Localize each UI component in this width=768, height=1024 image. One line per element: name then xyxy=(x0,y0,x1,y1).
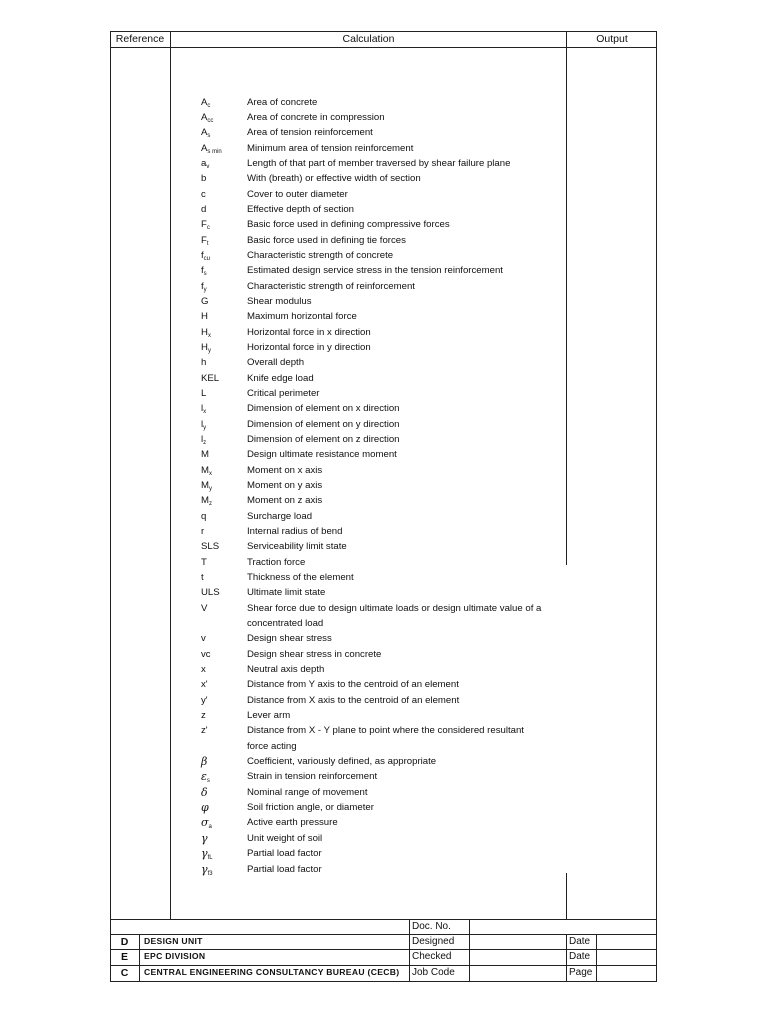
notation-definition: Partial load factor xyxy=(247,848,322,860)
notation-symbol xyxy=(201,570,247,585)
notation-definition: Characteristic strength of concrete xyxy=(247,249,394,261)
symbol-subscript: c xyxy=(207,102,211,109)
date-label-2: Date xyxy=(569,951,591,962)
notation-symbol xyxy=(201,371,247,386)
symbol-subscript: x xyxy=(207,332,211,339)
symbol-text: A xyxy=(201,142,208,154)
notation-symbol xyxy=(201,647,247,662)
symbol-subscript: y xyxy=(209,486,212,492)
notation-symbol xyxy=(201,708,247,723)
notation-symbol xyxy=(201,693,247,708)
symbol-subscript: cc xyxy=(207,117,214,124)
symbol-text: vc xyxy=(201,648,211,660)
job-code-label: Job Code xyxy=(412,967,455,978)
notation-definition: Area of tension reinforcement xyxy=(247,127,373,139)
output-header: Output xyxy=(596,33,628,45)
notation-definition: Characteristic strength of reinforcement xyxy=(247,280,415,292)
symbol-text: x xyxy=(201,664,206,676)
notation-definition: Basic force used in defining tie forces xyxy=(247,234,406,246)
output-column-divider-lower xyxy=(566,873,567,919)
symbol-text: H xyxy=(201,326,208,338)
notation-symbol xyxy=(201,677,247,692)
notation-definition: Minimum area of tension reinforcement xyxy=(247,142,414,154)
notation-definition: Horizontal force in x direction xyxy=(247,326,371,338)
notation-symbol xyxy=(201,509,247,524)
notation-symbol xyxy=(201,631,247,646)
dec-letter-e: E xyxy=(120,951,128,963)
symbol-text: y' xyxy=(201,694,208,706)
dec-letter-d: D xyxy=(120,936,129,948)
notation-definition: Basic force used in defining compressive forces xyxy=(247,219,450,231)
designed-label: Designed xyxy=(412,936,455,947)
notation-symbol xyxy=(201,386,247,401)
notation-definition: Serviceability limit state xyxy=(247,541,347,553)
date-value-divider xyxy=(596,934,597,982)
notation-definition: Horizontal force in y direction xyxy=(247,341,371,353)
symbol-text: a xyxy=(201,157,207,169)
notation-definition: Lever arm xyxy=(247,710,291,722)
symbol-text: h xyxy=(201,357,207,369)
border-bottom xyxy=(110,981,657,982)
doc-divider xyxy=(409,919,410,982)
symbol-text: l xyxy=(201,433,204,445)
symbol-text: H xyxy=(201,341,208,353)
dec-divider xyxy=(139,934,140,982)
symbol-subscript: x xyxy=(203,409,207,416)
greek-symbol: β xyxy=(201,755,208,769)
notation-definition: Moment on x axis xyxy=(247,464,323,476)
symbol-subscript: x xyxy=(209,470,212,477)
notation-definition: Coefficient, variously defined, as appropriate xyxy=(247,756,437,768)
notation-definition: Length of that part of member traversed by shear failure plane xyxy=(247,157,511,169)
notation-definition: Shear force due to design ultimate loads or design ultimate value of a xyxy=(247,602,542,614)
notation-definition: Area of concrete in compression xyxy=(247,111,385,123)
notation-symbol xyxy=(201,754,247,770)
notation-definition: Estimated design service stress in the tension reinforcement xyxy=(247,265,503,277)
symbol-subscript: z xyxy=(209,501,212,508)
header-divider xyxy=(110,47,657,48)
design-unit-label: DESIGN UNIT xyxy=(144,936,203,946)
notation-definition: Soil friction angle, or diameter xyxy=(247,802,374,814)
notation-symbol xyxy=(201,202,247,217)
symbol-text: r xyxy=(201,526,205,538)
symbol-subscript: fL xyxy=(207,855,213,862)
symbol-text: A xyxy=(201,96,208,108)
notation-definition: Cover to outer diameter xyxy=(247,188,348,200)
symbol-text: M xyxy=(201,480,209,491)
notation-definition: force acting xyxy=(247,740,297,752)
symbol-subscript: f3 xyxy=(207,870,213,877)
greek-symbol: γ xyxy=(201,831,208,845)
notation-definition: Dimension of element on z direction xyxy=(247,433,400,445)
notation-definition: Nominal range of movement xyxy=(247,786,368,798)
doc-no-label: Doc. No. xyxy=(412,921,451,932)
symbol-text: SLS xyxy=(201,541,220,553)
notation-symbol xyxy=(201,524,247,539)
symbol-text: c xyxy=(201,188,206,200)
greek-symbol: φ xyxy=(201,801,209,815)
notation-definition: Overall depth xyxy=(247,357,305,369)
symbol-text: q xyxy=(201,510,207,522)
symbol-text: l xyxy=(201,403,204,415)
symbol-subscript: a xyxy=(208,824,212,831)
greek-symbol: ε xyxy=(201,770,207,784)
symbol-text: x' xyxy=(201,679,208,691)
notation-definition: Distance from Y axis to the centroid of an element xyxy=(247,679,459,691)
greek-symbol: γ xyxy=(201,847,208,861)
notation-symbol xyxy=(201,187,247,202)
notation-definition: Design shear stress in concrete xyxy=(247,648,382,660)
notation-symbol xyxy=(201,601,247,616)
symbol-text: V xyxy=(201,602,208,614)
notation-definition: Neutral axis depth xyxy=(247,664,325,676)
date-divider xyxy=(566,934,567,982)
notation-definition: Knife edge load xyxy=(247,372,314,384)
symbol-text: KEL xyxy=(201,372,220,384)
reference-header: Reference xyxy=(115,33,165,45)
notation-symbol xyxy=(201,800,247,816)
notation-symbol xyxy=(201,447,247,462)
symbol-text: t xyxy=(201,572,204,584)
greek-symbol: δ xyxy=(201,785,208,799)
symbol-text: F xyxy=(201,219,207,231)
symbol-subscript: v xyxy=(206,163,210,170)
checked-label: Checked xyxy=(412,951,452,962)
notation-definition: Area of concrete xyxy=(247,96,318,108)
notation-symbol xyxy=(201,355,247,370)
reference-column-divider xyxy=(170,31,171,919)
symbol-text: G xyxy=(201,295,209,307)
symbol-text: M xyxy=(201,464,209,476)
notation-definition: Strain in tension reinforcement xyxy=(247,771,378,783)
symbol-text: T xyxy=(201,556,207,568)
notation-definition: Maximum horizontal force xyxy=(247,311,357,323)
symbol-text: d xyxy=(201,203,207,215)
division-label: EPC DIVISION xyxy=(144,951,206,961)
notation-symbol xyxy=(201,785,247,801)
notation-definition: Internal radius of bend xyxy=(247,526,343,538)
notation-definition: Unit weight of soil xyxy=(247,832,323,844)
notation-definition: Shear modulus xyxy=(247,295,312,307)
symbol-subscript: y xyxy=(203,424,207,431)
symbol-subscript: s xyxy=(206,778,210,785)
notation-definition: Moment on z axis xyxy=(247,495,323,507)
symbol-text: z' xyxy=(201,725,208,737)
symbol-subscript: y xyxy=(207,347,211,354)
symbol-text: F xyxy=(201,234,207,246)
notation-definition: Traction force xyxy=(247,556,306,568)
notation-definition: Thickness of the element xyxy=(247,572,354,584)
notation-definition: Dimension of element on y direction xyxy=(247,418,400,430)
page-label: Page xyxy=(569,967,593,978)
symbol-subscript: c xyxy=(206,225,210,232)
greek-symbol: γ xyxy=(201,862,208,876)
symbol-text: v xyxy=(201,633,206,645)
notation-symbol xyxy=(201,539,247,554)
symbol-subscript: t xyxy=(206,240,209,247)
symbol-text: l xyxy=(201,418,204,430)
symbol-text: A xyxy=(201,127,208,139)
output-column-divider xyxy=(566,49,567,565)
border-right xyxy=(656,31,657,982)
symbol-text: f xyxy=(201,265,204,277)
notation-symbol xyxy=(201,171,247,186)
label-divider xyxy=(469,919,470,982)
notation-symbol xyxy=(201,294,247,309)
calculation-header: Calculation xyxy=(342,33,395,45)
symbol-text: z xyxy=(201,710,206,722)
notation-definition: Effective depth of section xyxy=(247,203,355,215)
symbol-text: M xyxy=(201,495,209,507)
notation-definition: Moment on y axis xyxy=(247,480,323,491)
symbol-text: f xyxy=(201,280,204,292)
symbol-subscript: y xyxy=(203,286,207,293)
symbol-text: A xyxy=(201,111,208,123)
border-left xyxy=(110,31,111,982)
notation-definition: Critical perimeter xyxy=(247,387,320,399)
notation-definition: Surcharge load xyxy=(247,510,313,522)
notation-symbol xyxy=(201,831,247,847)
symbol-subscript: s xyxy=(207,133,211,140)
symbol-text: H xyxy=(201,311,208,323)
notation-definition: Design ultimate resistance moment xyxy=(247,449,397,461)
calculation-sheet xyxy=(110,31,657,982)
notation-definition: Active earth pressure xyxy=(247,817,338,829)
notation-symbol xyxy=(201,662,247,677)
symbol-subscript: cu xyxy=(203,255,211,262)
notation-symbol xyxy=(201,723,247,738)
symbol-subscript: z xyxy=(203,439,207,446)
notation-definition: With (breath) or effective width of section xyxy=(247,173,421,185)
notation-symbol xyxy=(201,862,247,882)
symbol-subscript: s xyxy=(203,271,207,278)
symbol-text: f xyxy=(201,249,204,261)
symbol-text: L xyxy=(201,387,207,399)
date-label-1: Date xyxy=(569,936,591,947)
title-block-top xyxy=(110,919,657,920)
dec-letter-c: C xyxy=(120,967,129,979)
symbol-text: b xyxy=(201,173,207,185)
bureau-label: CENTRAL ENGINEERING CONSULTANCY BUREAU (CECB) xyxy=(144,967,400,977)
symbol-subscript: s min xyxy=(207,148,222,155)
symbol-text: ULS xyxy=(201,587,220,599)
notation-symbol xyxy=(201,309,247,324)
notation-definition: concentrated load xyxy=(247,618,324,630)
notation-definition: Distance from X - Y plane to point where the considered resultant xyxy=(247,725,524,737)
notation-symbol xyxy=(201,585,247,600)
notation-definition: Distance from X axis to the centroid of an element xyxy=(247,694,460,706)
greek-symbol: σ xyxy=(201,816,209,830)
notation-definition: Ultimate limit state xyxy=(247,587,326,599)
notation-definition: Partial load factor xyxy=(247,863,322,875)
notation-definition: Design shear stress xyxy=(247,633,332,645)
symbol-text: M xyxy=(201,449,209,461)
notation-definition: Dimension of element on x direction xyxy=(247,403,400,415)
notation-symbol xyxy=(201,555,247,570)
